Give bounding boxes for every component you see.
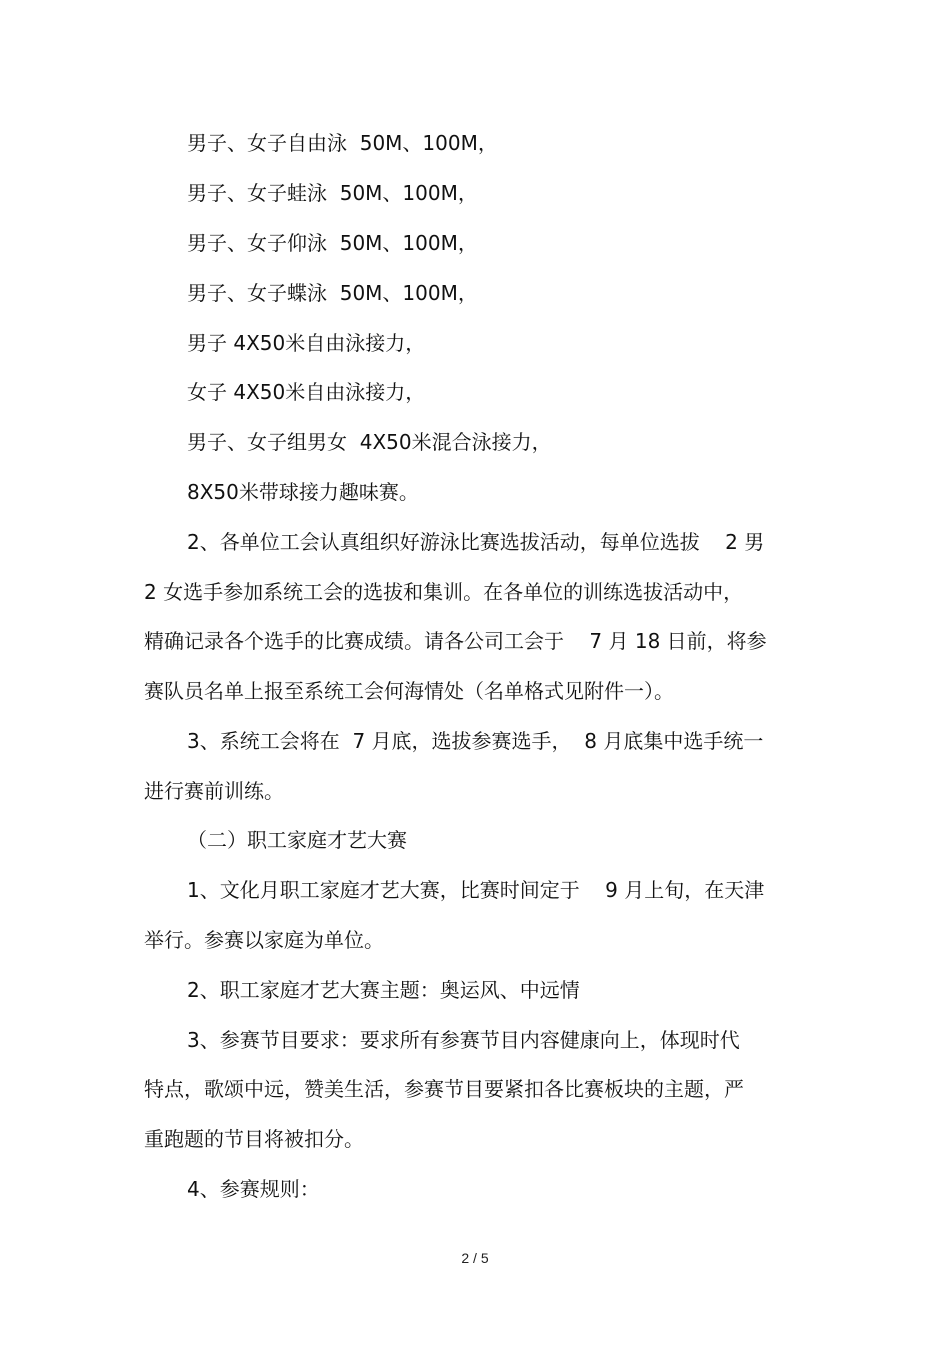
paragraph-2-line-2: 2 女选手参加系统工会的选拔和集训。在各单位的训练选拔活动中， bbox=[144, 580, 744, 604]
item-3-line-1: 3、参赛节目要求：要求所有参赛节目内容健康向上，体现时代 bbox=[187, 1028, 740, 1052]
text-line-men-relay: 男子 4X50米自由泳接力， bbox=[187, 331, 426, 355]
item-2-line-1: 2、职工家庭才艺大赛主题：奥运风、中远情 bbox=[187, 978, 580, 1002]
paragraph-2-line-1: 2、各单位工会认真组织好游泳比赛选拔活动，每单位选拔 2 男 bbox=[187, 530, 765, 554]
item-3-line-2: 特点，歌颂中远，赞美生活，参赛节目要紧扣各比赛板块的主题，严 bbox=[144, 1077, 744, 1101]
item-1-line-1: 1、文化月职工家庭才艺大赛，比赛时间定于 9 月上旬，在天津 bbox=[187, 878, 765, 902]
text-line-ball-relay: 8X50米带球接力趣味赛。 bbox=[187, 480, 419, 504]
text-line-women-relay: 女子 4X50米自由泳接力， bbox=[187, 380, 426, 404]
paragraph-2-line-3: 精确记录各个选手的比赛成绩。请各公司工会于 7 月 18 日前，将参 bbox=[144, 629, 767, 653]
text-line-mixed-relay: 男子、女子组男女 4X50米混合泳接力， bbox=[187, 430, 552, 454]
item-1-line-2: 举行。参赛以家庭为单位。 bbox=[144, 928, 384, 952]
item-3-line-3: 重跑题的节目将被扣分。 bbox=[144, 1127, 364, 1151]
paragraph-3-line-1: 3、系统工会将在 7 月底，选拔参赛选手， 8 月底集中选手统一 bbox=[187, 729, 764, 753]
paragraph-3-line-2: 进行赛前训练。 bbox=[144, 779, 284, 803]
paragraph-2-line-4: 赛队员名单上报至系统工会何海情处（名单格式见附件一）。 bbox=[144, 679, 674, 703]
text-line-swim-breaststroke: 男子、女子蛙泳 50M、100M， bbox=[187, 181, 478, 205]
text-line-swim-backstroke: 男子、女子仰泳 50M、100M， bbox=[187, 231, 478, 255]
item-4-line-1: 4、参赛规则： bbox=[187, 1177, 320, 1201]
text-line-swim-freestyle: 男子、女子自由泳 50M、100M， bbox=[187, 131, 498, 155]
text-line-swim-butterfly: 男子、女子蝶泳 50M、100M， bbox=[187, 281, 478, 305]
page-number: 2 / 5 bbox=[461, 1250, 489, 1266]
section-heading: （二）职工家庭才艺大赛 bbox=[187, 828, 407, 852]
